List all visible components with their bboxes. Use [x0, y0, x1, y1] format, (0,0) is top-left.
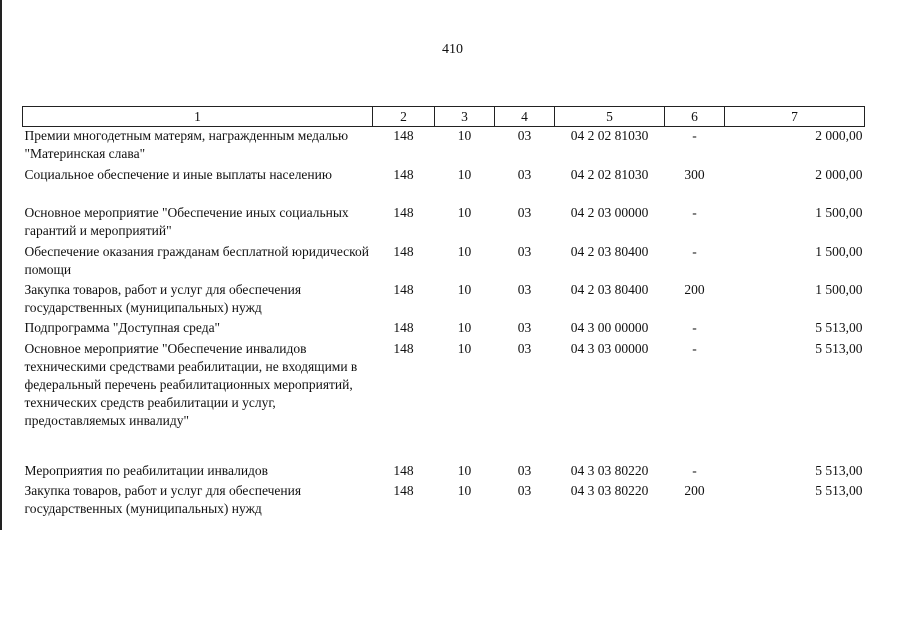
row-code: 148 [393, 319, 414, 335]
row-amount: 5 513,00 [815, 319, 863, 335]
row-subsection: 03 [517, 243, 532, 259]
row-name: Подпрограмма "Доступная среда" [24, 319, 221, 335]
table-header-row [23, 107, 865, 127]
row-section: 10 [457, 281, 472, 297]
row-section: 10 [457, 128, 472, 143]
row-amount: 1 500,00 [815, 281, 863, 297]
row-target-article: 04 2 02 81030 [570, 128, 649, 143]
row-section: 10 [457, 462, 472, 478]
column-header: 3 [435, 107, 495, 127]
row-target-article: 04 3 03 00000 [570, 340, 649, 356]
row-name: Закупка товаров, работ и услуг для обеспечения государственных (муниципальных) нужд [24, 482, 302, 516]
row-expense-type: 300 [684, 166, 705, 182]
table-row [23, 319, 865, 340]
row-amount: 5 513,00 [815, 340, 863, 356]
row-name: Социальное обеспечение и иные выплаты населению [24, 166, 332, 182]
row-amount: 2 000,00 [815, 128, 863, 143]
row-name: Закупка товаров, работ и услуг для обеспечения государственных (муниципальных) нужд [24, 281, 302, 315]
row-expense-type: - [692, 319, 697, 335]
row-amount: 5 513,00 [815, 462, 863, 478]
column-header: 1 [23, 107, 373, 127]
row-code: 148 [393, 243, 414, 259]
row-section: 10 [457, 166, 472, 182]
column-header: 7 [725, 107, 865, 127]
row-name: Обеспечение оказания гражданам бесплатной юридической помощи [24, 243, 369, 277]
row-subsection: 03 [517, 319, 532, 335]
row-target-article: 04 2 02 81030 [570, 166, 649, 182]
table-row [23, 166, 865, 204]
row-name: Мероприятия по реабилитации инвалидов [24, 462, 269, 478]
column-header: 2 [373, 107, 435, 127]
table-row [23, 281, 865, 319]
row-section: 10 [457, 340, 472, 356]
row-section: 10 [457, 319, 472, 335]
budget-table [22, 106, 865, 520]
row-amount: 2 000,00 [815, 166, 863, 182]
column-header: 6 [665, 107, 725, 127]
row-expense-type: - [692, 128, 697, 143]
row-code: 148 [393, 281, 414, 297]
row-subsection: 03 [517, 166, 532, 182]
row-target-article: 04 3 03 80220 [570, 482, 649, 498]
row-section: 10 [457, 482, 472, 498]
page-number: 410 [442, 42, 463, 57]
row-expense-type: - [692, 204, 697, 220]
row-code: 148 [393, 166, 414, 182]
row-target-article: 04 2 03 80400 [570, 281, 649, 297]
row-subsection: 03 [517, 462, 532, 478]
table-row [23, 462, 865, 482]
scan-left-edge-line [0, 0, 2, 530]
table-row [23, 127, 865, 166]
table-row [23, 482, 865, 520]
table-row [23, 243, 865, 281]
row-subsection: 03 [517, 281, 532, 297]
table-row [23, 204, 865, 243]
row-subsection: 03 [517, 204, 532, 220]
column-header: 5 [555, 107, 665, 127]
row-expense-type: 200 [684, 482, 705, 498]
row-amount: 1 500,00 [815, 204, 863, 220]
row-target-article: 04 2 03 80400 [570, 243, 649, 259]
row-subsection: 03 [517, 340, 532, 356]
row-code: 148 [393, 204, 414, 220]
row-amount: 1 500,00 [815, 243, 863, 259]
row-code: 148 [393, 340, 414, 356]
row-section: 10 [457, 243, 472, 259]
table-row [23, 340, 865, 462]
row-section: 10 [457, 204, 472, 220]
row-target-article: 04 2 03 00000 [570, 204, 649, 220]
row-target-article: 04 3 03 80220 [570, 462, 649, 478]
column-header: 4 [495, 107, 555, 127]
row-expense-type: 200 [684, 281, 705, 297]
row-expense-type: - [692, 340, 697, 356]
row-code: 148 [393, 482, 414, 498]
row-expense-type: - [692, 243, 697, 259]
row-name: Основное мероприятие "Обеспечение инвалидов техническими средствами реабилитации, не входящими в федеральный перечень реабилитационных мероприятий, технических средств реабилитации и услуг, предоставляемых инвалиду" [24, 340, 358, 428]
row-name: Основное мероприятие "Обеспечение иных социальных гарантий и мероприятий" [24, 204, 349, 238]
row-subsection: 03 [517, 128, 532, 143]
row-name: Премии многодетным матерям, награжденным медалью "Материнская слава" [24, 128, 349, 161]
row-code: 148 [393, 128, 414, 143]
row-subsection: 03 [517, 482, 532, 498]
row-expense-type: - [692, 462, 697, 478]
row-amount: 5 513,00 [815, 482, 863, 498]
row-code: 148 [393, 462, 414, 478]
row-target-article: 04 3 00 00000 [570, 319, 649, 335]
